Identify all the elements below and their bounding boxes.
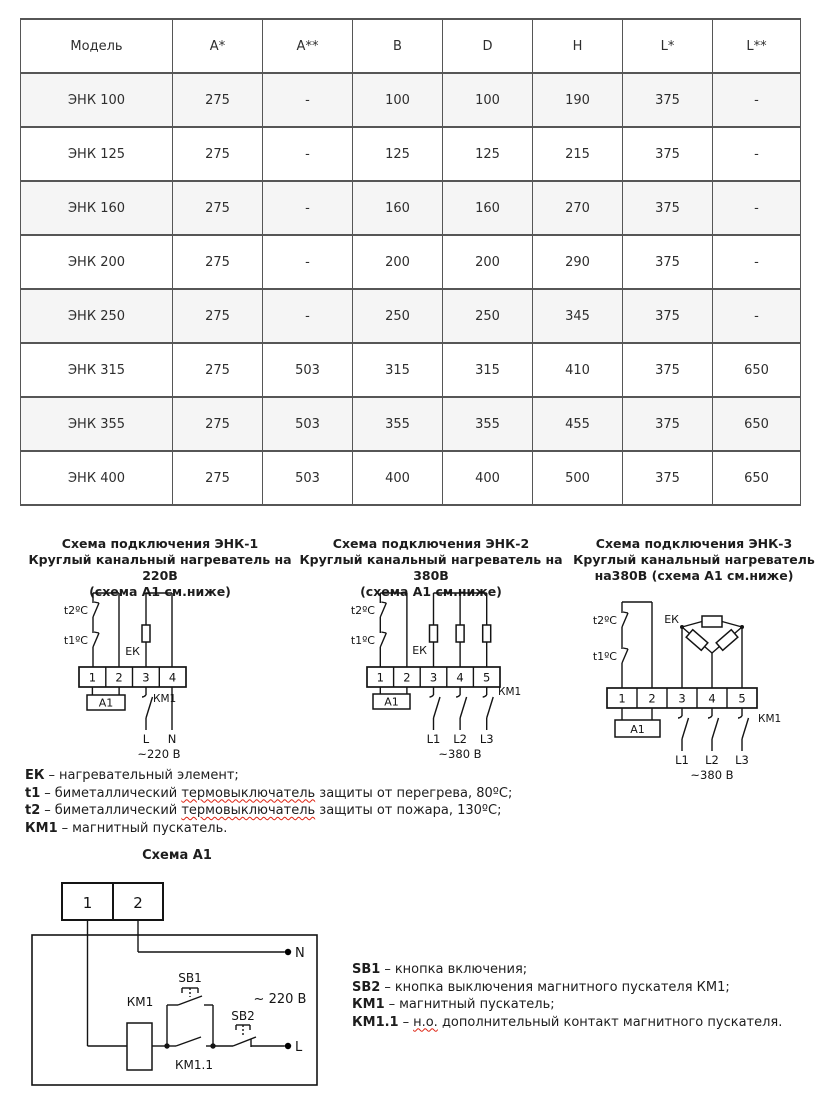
table-cell: 215 <box>533 127 623 181</box>
table-cell: 375 <box>623 397 713 451</box>
table-cell: 250 <box>353 289 443 343</box>
ek-label: ЕК <box>125 645 140 658</box>
t1-label: t1ºC <box>63 634 88 647</box>
table-cell: 503 <box>263 451 353 505</box>
legend-text: кнопка включения; <box>394 962 528 977</box>
legend-text: нагревательный элемент; <box>59 768 239 783</box>
km1-label: КМ1 <box>758 713 782 725</box>
table-cell: 275 <box>173 397 263 451</box>
wiring-diagram-enk2 <box>330 588 560 768</box>
l1-label: L1 <box>426 732 441 746</box>
table-cell: 355 <box>353 397 443 451</box>
svg-text:3: 3 <box>678 691 686 706</box>
legend-text: – <box>402 1014 410 1030</box>
table-row <box>21 127 801 181</box>
table-cell: 200 <box>443 235 533 289</box>
table-cell: 345 <box>533 289 623 343</box>
legend-line <box>352 979 782 997</box>
legend-text: – <box>384 962 391 977</box>
heater-resistor-icon <box>716 630 738 651</box>
svg-text:А1: А1 <box>98 696 114 710</box>
table-cell: 200 <box>353 235 443 289</box>
t1-label: t1ºC <box>350 634 375 647</box>
svg-text:4: 4 <box>456 670 464 685</box>
terminal-block <box>62 883 163 920</box>
table-cell: 190 <box>533 73 623 127</box>
a1-module <box>373 687 410 709</box>
t1-label: t1ºC <box>592 650 617 663</box>
svg-text:2: 2 <box>648 691 656 706</box>
legend-text: – <box>388 997 396 1012</box>
table-cell: 290 <box>533 235 623 289</box>
table-row <box>21 73 801 127</box>
svg-text:4: 4 <box>708 691 716 706</box>
wiring-diagram-enk1 <box>40 588 265 768</box>
table-cell: 650 <box>713 397 801 451</box>
legend-line <box>352 961 782 979</box>
legend-text: кнопка выключения магнитного пускателя КМ1; <box>394 979 730 995</box>
km1-label: КМ1 <box>498 686 522 698</box>
legend-text: – <box>44 803 51 818</box>
legend-text: КМ1.1 <box>352 1014 399 1030</box>
table-cell: 275 <box>173 127 263 181</box>
column-header: H <box>533 19 623 73</box>
legend-line <box>25 767 512 785</box>
table-cell: 100 <box>353 73 443 127</box>
table-cell: - <box>263 127 353 181</box>
table-cell: ЭНК 400 <box>21 451 173 505</box>
table-cell: - <box>263 289 353 343</box>
column-header: L* <box>623 19 713 73</box>
voltage-label: ~380 В <box>438 747 482 761</box>
legend-text: магнитный пускатель; <box>399 997 555 1012</box>
contactor-coil <box>127 1023 152 1070</box>
title-line: Схема подключения ЭНК-2 <box>332 536 530 551</box>
legend-text: ЕК <box>25 768 45 783</box>
table-cell: 315 <box>353 343 443 397</box>
title-line: Круглый канальный нагреватель на 380В <box>299 552 563 583</box>
legend-line <box>25 802 512 820</box>
voltage-label: ~220 В <box>137 747 181 761</box>
table-cell: 375 <box>623 235 713 289</box>
title-line: Схема подключения ЭНК-3 <box>595 536 793 551</box>
l3-label: L3 <box>479 732 494 746</box>
svg-text:4: 4 <box>168 670 177 685</box>
legend-text: – <box>61 820 69 836</box>
diagram-title-enk3 <box>570 536 818 584</box>
legend-line <box>352 996 782 1014</box>
km11-label: КМ1.1 <box>175 1058 213 1072</box>
legend-text: защиты от пожара, 130ºС; <box>315 803 502 818</box>
table-row <box>21 343 801 397</box>
svg-text:2: 2 <box>403 670 411 685</box>
table-cell: - <box>713 289 801 343</box>
l1-label: L1 <box>675 753 689 767</box>
table-cell: ЭНК 100 <box>21 73 173 127</box>
table-cell: ЭНК 160 <box>21 181 173 235</box>
terminal-block <box>79 667 186 687</box>
table-cell: 315 <box>443 343 533 397</box>
table-cell: - <box>263 181 353 235</box>
supply-branch <box>675 708 781 782</box>
legend-text: – <box>48 768 56 783</box>
table-cell: ЭНК 315 <box>21 343 173 397</box>
column-header: D <box>443 19 533 73</box>
table-cell: ЭНК 355 <box>21 397 173 451</box>
svg-text:А1: А1 <box>630 723 645 736</box>
title-line: (схема А1 см.ниже) <box>89 584 231 599</box>
ek-label: ЕК <box>412 644 427 657</box>
column-header: L** <box>713 19 801 73</box>
table-cell: 275 <box>173 235 263 289</box>
heater-resistor-icon <box>686 630 708 651</box>
l2-label: L2 <box>705 753 719 767</box>
table-cell: 275 <box>173 73 263 127</box>
table-cell: 400 <box>353 451 443 505</box>
svg-text:А1: А1 <box>384 695 399 709</box>
heater-branch <box>125 593 172 667</box>
table-cell: 375 <box>623 127 713 181</box>
sb1-label: SB1 <box>178 971 202 985</box>
table-cell: 503 <box>263 343 353 397</box>
column-header: Модель <box>21 19 173 73</box>
spec-table-body <box>21 73 801 505</box>
schema-a1-diagram <box>20 870 350 1100</box>
table-cell: 400 <box>443 451 533 505</box>
wiring-diagram-enk3 <box>580 595 820 795</box>
table-cell: 275 <box>173 343 263 397</box>
svg-text:3: 3 <box>142 670 150 685</box>
supply-branch <box>427 686 522 761</box>
legend-text: дополнительный контакт магнитного пускателя. <box>437 1014 783 1030</box>
n-label: N <box>295 946 305 961</box>
table-cell: 650 <box>713 451 801 505</box>
legend-text: термовыключатель <box>181 785 316 801</box>
legend-text: – <box>44 785 51 801</box>
table-cell: 270 <box>533 181 623 235</box>
column-header: A* <box>173 19 263 73</box>
a1-module <box>615 708 660 737</box>
ek-label: ЕК <box>664 613 679 626</box>
t2-label: t2ºC <box>63 604 88 617</box>
spec-table <box>20 18 801 506</box>
a1-legend <box>352 961 782 1031</box>
km1-label: КМ1 <box>126 995 154 1009</box>
table-row <box>21 397 801 451</box>
t2-label: t2ºC <box>592 614 617 627</box>
heater-resistor-icon <box>430 625 438 642</box>
title-line: (схема А1 см.ниже) <box>360 584 502 599</box>
legend-text: магнитный пускатель. <box>72 820 228 836</box>
heater-resistor-icon <box>702 616 722 627</box>
legend-text: SB2 <box>352 979 381 995</box>
table-cell: - <box>713 73 801 127</box>
heater-resistor-icon <box>142 625 150 642</box>
l-label: L <box>142 732 150 746</box>
heater-resistor-icon <box>456 625 464 642</box>
table-cell: 375 <box>623 181 713 235</box>
svg-text:1: 1 <box>618 691 626 706</box>
table-cell: 455 <box>533 397 623 451</box>
legend-text: КМ1 <box>25 820 58 836</box>
table-cell: 100 <box>443 73 533 127</box>
table-cell: 160 <box>443 181 533 235</box>
svg-text:3: 3 <box>429 670 438 685</box>
table-cell: 275 <box>173 289 263 343</box>
table-cell: - <box>713 235 801 289</box>
table-cell: - <box>713 181 801 235</box>
table-cell: 250 <box>443 289 533 343</box>
heater-legend <box>25 767 512 837</box>
legend-text: защиты от перегрева, 80ºС; <box>315 785 513 801</box>
legend-text: t2 <box>25 803 41 818</box>
legend-text: КМ1 <box>352 997 385 1012</box>
n-label: N <box>167 732 177 746</box>
legend-line <box>25 785 512 803</box>
table-cell: 375 <box>623 451 713 505</box>
title-line: на380В (схема А1 см.ниже) <box>594 568 794 583</box>
column-header: B <box>353 19 443 73</box>
legend-text: биметаллический <box>54 785 182 801</box>
l2-label: L2 <box>453 732 467 746</box>
table-cell: - <box>263 73 353 127</box>
l-label: L <box>295 1040 303 1055</box>
legend-text: – <box>384 979 391 995</box>
legend-text: термовыключатель <box>181 803 316 818</box>
table-cell: ЭНК 250 <box>21 289 173 343</box>
legend-line <box>352 1014 782 1032</box>
terminal-block <box>367 667 500 687</box>
svg-text:1: 1 <box>376 670 384 685</box>
t2-label: t2ºC <box>350 604 375 617</box>
table-cell: 503 <box>263 397 353 451</box>
title-line: Круглый канальный нагреватель <box>573 552 815 567</box>
table-cell: 125 <box>353 127 443 181</box>
table-cell: 125 <box>443 127 533 181</box>
column-header: A** <box>263 19 353 73</box>
title-line: Схема подключения ЭНК-1 <box>61 536 259 551</box>
heater-branch <box>412 593 490 667</box>
table-cell: 355 <box>443 397 533 451</box>
thermostat-branch <box>64 593 119 667</box>
table-row <box>21 235 801 289</box>
svg-text:2: 2 <box>115 670 123 685</box>
table-row <box>21 289 801 343</box>
table-cell: - <box>713 127 801 181</box>
svg-text:1: 1 <box>88 670 97 685</box>
sb2-label: SB2 <box>231 1009 255 1023</box>
table-row <box>21 451 801 505</box>
table-cell: 375 <box>623 73 713 127</box>
schema-a1-title: Схема А1 <box>142 848 212 863</box>
svg-text:2: 2 <box>133 894 143 912</box>
legend-text: биметаллический <box>54 803 182 818</box>
table-row <box>21 181 801 235</box>
table-cell: 410 <box>533 343 623 397</box>
thermostat-branch <box>593 602 652 688</box>
legend-line <box>25 820 512 838</box>
svg-text:5: 5 <box>738 691 746 706</box>
heater-delta-branch <box>664 613 744 688</box>
supply-branch <box>137 687 180 761</box>
thermostat-branch <box>351 593 407 667</box>
table-cell: 275 <box>173 181 263 235</box>
table-cell: - <box>263 235 353 289</box>
table-cell: 375 <box>623 343 713 397</box>
title-line: Круглый канальный нагреватель на 220В <box>28 552 292 583</box>
legend-text: н.о. <box>413 1014 438 1030</box>
spec-table-head-row <box>21 19 801 73</box>
legend-text: SB1 <box>352 962 381 977</box>
svg-text:5: 5 <box>483 670 491 685</box>
svg-text:1: 1 <box>82 894 93 912</box>
table-cell: ЭНК 200 <box>21 235 173 289</box>
terminal-block <box>607 688 757 708</box>
l3-label: L3 <box>735 753 749 767</box>
heater-resistor-icon <box>483 625 491 642</box>
voltage-label: ~ 220 В <box>253 992 307 1007</box>
a1-module <box>87 687 125 710</box>
table-cell: ЭНК 125 <box>21 127 173 181</box>
table-cell: 500 <box>533 451 623 505</box>
table-cell: 650 <box>713 343 801 397</box>
voltage-label: ~380 В <box>690 768 734 782</box>
legend-text: t1 <box>25 785 41 801</box>
table-cell: 160 <box>353 181 443 235</box>
table-cell: 375 <box>623 289 713 343</box>
table-cell: 275 <box>173 451 263 505</box>
km1-label: КМ1 <box>153 693 177 705</box>
